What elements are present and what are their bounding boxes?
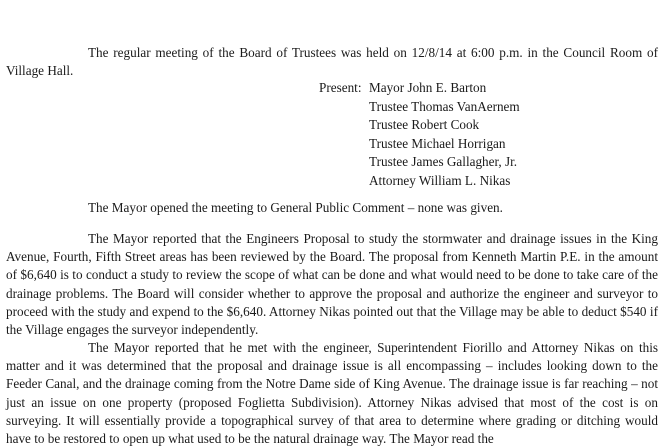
attendee-attorney-nikas: Attorney William L. Nikas xyxy=(369,172,511,188)
engineers-proposal-paragraph: The Mayor reported that the Engineers Proposal to study the stormwater and drainage issues in the King Avenue, Fourth, Fifth Street areas has been reviewed by the Board. The proposal from Kenneth Martin P.E. in the amount of $6,640 is to conduct a study to review the scope of what can be done and what would need to be done to take care of the drainage problems. The Board will consider whether to approve the proposal and authorize the engineer and surveyor to proceed with the study and expend to the $6,640. Attorney Nikas pointed out that the Village may be able to deduct $540 if the Village engages the surveyor independently. xyxy=(6,231,658,338)
attendee-mayor: Mayor John E. Barton xyxy=(369,80,487,95)
attendee-trustee-horrigan: Trustee Michael Horrigan xyxy=(369,135,506,151)
drainage-meeting-paragraph: The Mayor reported that he met with the engineer, Superintendent Fiorillo and Attorney Nikas on this matter and it was determined that the proposal and drainage issue is all encompassing – includes looking down to the Feeder Canal, and the drainage coming from the Notre Dame side of King Avenue. The drainage issue is far reaching – not just an issue on one property (proposed Foglietta Subdivision). Attorney Nikas advised that most of the cost is on surveying. It will essentially provide a topographical survey of that area to determine where grading or ditching would have to be restored to open up what used to be the natural drainage way. The Mayor read the xyxy=(6,340,658,447)
attendee-list xyxy=(369,79,520,190)
present-label: Present: xyxy=(319,80,362,95)
attendee-trustee-cook: Trustee Robert Cook xyxy=(369,117,480,132)
attendee-trustee-vanaernem: Trustee Thomas VanAernem xyxy=(369,98,520,114)
attendee-trustee-gallagher: Trustee James Gallagher, Jr. xyxy=(369,154,518,169)
public-comment-paragraph: The Mayor opened the meeting to General Public Comment – none was given. xyxy=(88,200,503,215)
meeting-opening-paragraph: The regular meeting of the Board of Trustees was held on 12/8/14 at 6:00 p.m. in the Council Room of Village Hall. xyxy=(6,45,658,79)
